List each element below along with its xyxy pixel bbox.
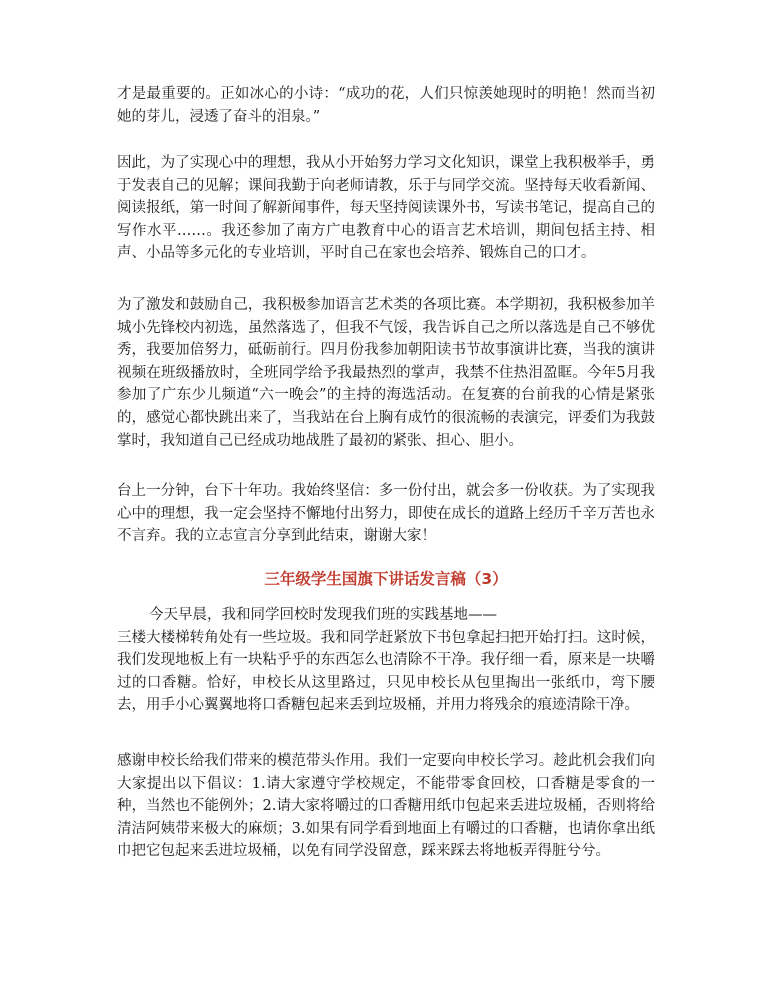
paragraph-5-body: 三楼大楼梯转角处有一些垃圾。我和同学赶紧放下书包拿起扫把开始打扫。这时候，我们发现地板上有一块粘乎乎的东西怎么也清除不干净。我仔细一看，原来是一块嚼过的口香糖。恰好，申校长从这里路过，只见申校长从包里掏出一张纸巾，弯下腰去，用手小心翼翼地将口香糖包起来丢到垃圾桶，并用力将残余的痕迹清除干净。 — [117, 629, 655, 714]
section-heading: 三年级学生国旗下讲话发言稿（3） — [264, 570, 508, 588]
paragraph-3: 为了激发和鼓励自己，我积极参加语言艺术类的各项比赛。本学期初，我积极参加羊城小先锋校内初选，虽然落选了，但我不气馁，我告诉自己之所以落选是自己不够优秀，我要加倍努力，砥砺前行。四月份我参加朝阳读书节故事演讲比赛，当我的演讲视频在班级播放时，全班同学给予我最热烈的掌声，我禁不住热泪盈眶。今年5月我参加了广东少儿频道“六一晚会”的主持的海选活动。在复赛的台前我的心情是紧张的，感觉心都快跳出来了，当我站在台上胸有成竹的很流畅的表演完，评委们为我鼓掌时，我知道自己已经成功地战胜了最初的紧张、担心、胆小。 — [117, 297, 655, 449]
paragraph-4: 台上一分钟，台下十年功。我始终坚信：多一份付出，就会多一份收获。为了实现我心中的理想，我一定会坚持不懈地付出努力，即使在成长的道路上经历千辛万苦也永不言弃。我的立志宣言分享到此结束，谢谢大家！ — [117, 483, 655, 545]
paragraph-1: 才是最重要的。正如冰心的小诗：“成功的花，人们只惊羡她现时的明艳！然而当初她的芽儿，浸透了奋斗的泪泉。” — [117, 86, 655, 125]
paragraph-2: 因此，为了实现心中的理想，我从小开始努力学习文化知识，课堂上我积极举手，勇于发表自己的见解；课间我勤于向老师请教，乐于与同学交流。坚持每天收看新闻、阅读报纸，第一时间了解新闻事件，每天坚持阅读课外书，写读书笔记，提高自己的写作水平……。我还参加了南方广电教育中心的语言艺术培训，期间包括主持、相声、小品等多元化的专业培训，平时自己在家也会培养、锻炼自己的口才。 — [117, 155, 655, 262]
paragraph-5 — [117, 604, 655, 717]
paragraph-5-first-line: 今天早晨，我和同学回校时发现我们班的实践基地—— — [149, 607, 497, 623]
paragraph-6: 感谢申校长给我们带来的模范带头作用。我们一定要向申校长学习。趁此机会我们向大家提出以下倡议：1.请大家遵守学校规定，不能带零食回校，口香糖是零食的一种，当然也不能例外；2.请大家将嚼过的口香糖用纸巾包起来丢进垃圾桶，否则将给清洁阿姨带来极大的麻烦；3.如果有同学看到地面上有嚼过的口香糖，也请你拿出纸巾把它包起来丢进垃圾桶，以免有同学没留意，踩来踩去将地板弄得脏兮兮。 — [117, 753, 655, 860]
